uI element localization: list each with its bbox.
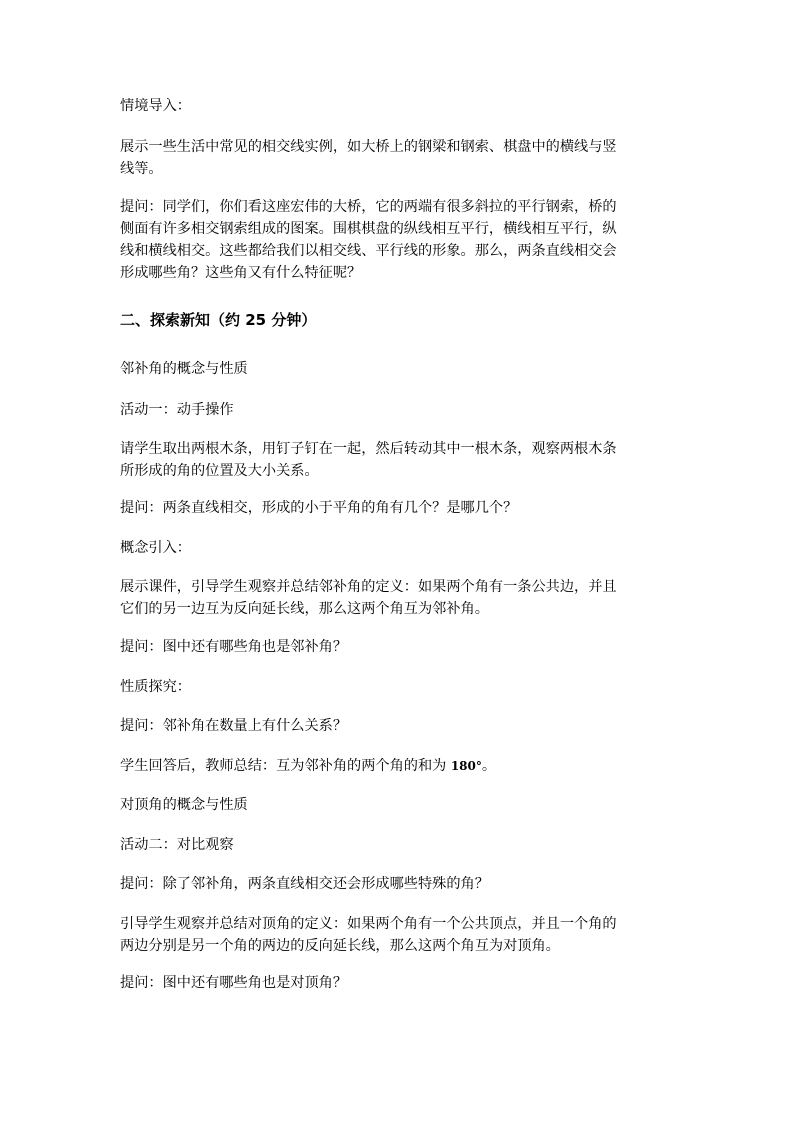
concept-paragraph: [120, 576, 675, 620]
intro-question-line-2: 侧面有许多相交钢索组成的图案。围棋棋盘的纵线相互平行，横线相互平行，纵: [120, 221, 617, 237]
intro-question-paragraph: [120, 196, 675, 284]
property-answer-value: 180°: [450, 759, 482, 773]
property-question: 提问：邻补角在数量上有什么关系？: [120, 718, 348, 734]
property-answer: [120, 755, 675, 777]
activity1-line-1: 请学生取出两根木条，用钉子钉在一起，然后转动其中一根木条，观察两根木条: [120, 441, 617, 457]
intro-label: 情境导入：: [120, 98, 191, 114]
section-heading: 二、探索新知（约 25 分钟）: [120, 311, 317, 329]
intro-paragraph: [120, 136, 675, 180]
concept-label: 概念引入：: [120, 540, 191, 556]
intro-question-line-4: 形成哪些角？这些角又有什么特征呢？: [120, 265, 362, 281]
concept-question: 提问：图中还有哪些角也是邻补角？: [120, 639, 348, 655]
activity2-question: 提问：除了邻补角，两条直线相交还会形成哪些特殊的角？: [120, 876, 489, 892]
adjacent-angle-title: 邻补角的概念与性质: [120, 361, 248, 377]
concept-line-1: 展示课件，引导学生观察并总结邻补角的定义：如果两个角有一条公共边，并且: [120, 579, 617, 595]
vertical-line-1: 引导学生观察并总结对顶角的定义：如果两个角有一个公共顶点，并且一个角的: [120, 916, 617, 932]
activity1-line-2: 所形成的角的位置及大小关系。: [120, 463, 319, 479]
activity1-question: 提问：两条直线相交，形成的小于平角的角有几个？是哪几个？: [120, 500, 518, 516]
intro-question-line-3: 线和横线相交。这些都给我们以相交线、平行线的形象。那么，两条直线相交会: [120, 243, 617, 259]
intro-line-1: 展示一些生活中常见的相交线实例，如大桥上的钢梁和钢索、棋盘中的横线与竖: [120, 139, 617, 155]
activity2-label: 活动二：对比观察: [120, 837, 234, 853]
activity1-label: 活动一：动手操作: [120, 402, 234, 418]
property-answer-suffix: 。: [481, 758, 497, 774]
intro-line-2: 线等。: [120, 161, 163, 177]
vertical-question: 提问：图中还有哪些角也是对顶角？: [120, 975, 348, 991]
vertical-angle-title: 对顶角的概念与性质: [120, 797, 248, 813]
intro-question-line-1: 提问：同学们，你们看这座宏伟的大桥，它的两端有很多斜拉的平行钢索，桥的: [120, 199, 617, 215]
concept-line-2: 它们的另一边互为反向延长线，那么这两个角互为邻补角。: [120, 601, 489, 617]
vertical-line-2: 两边分别是另一个角的两边的反向延长线，那么这两个角互为对顶角。: [120, 938, 560, 954]
property-label: 性质探究：: [120, 679, 191, 695]
vertical-paragraph: [120, 913, 675, 957]
property-answer-prefix: 学生回答后，教师总结：互为邻补角的两个角的和为: [120, 758, 451, 774]
activity1-paragraph: [120, 438, 675, 482]
